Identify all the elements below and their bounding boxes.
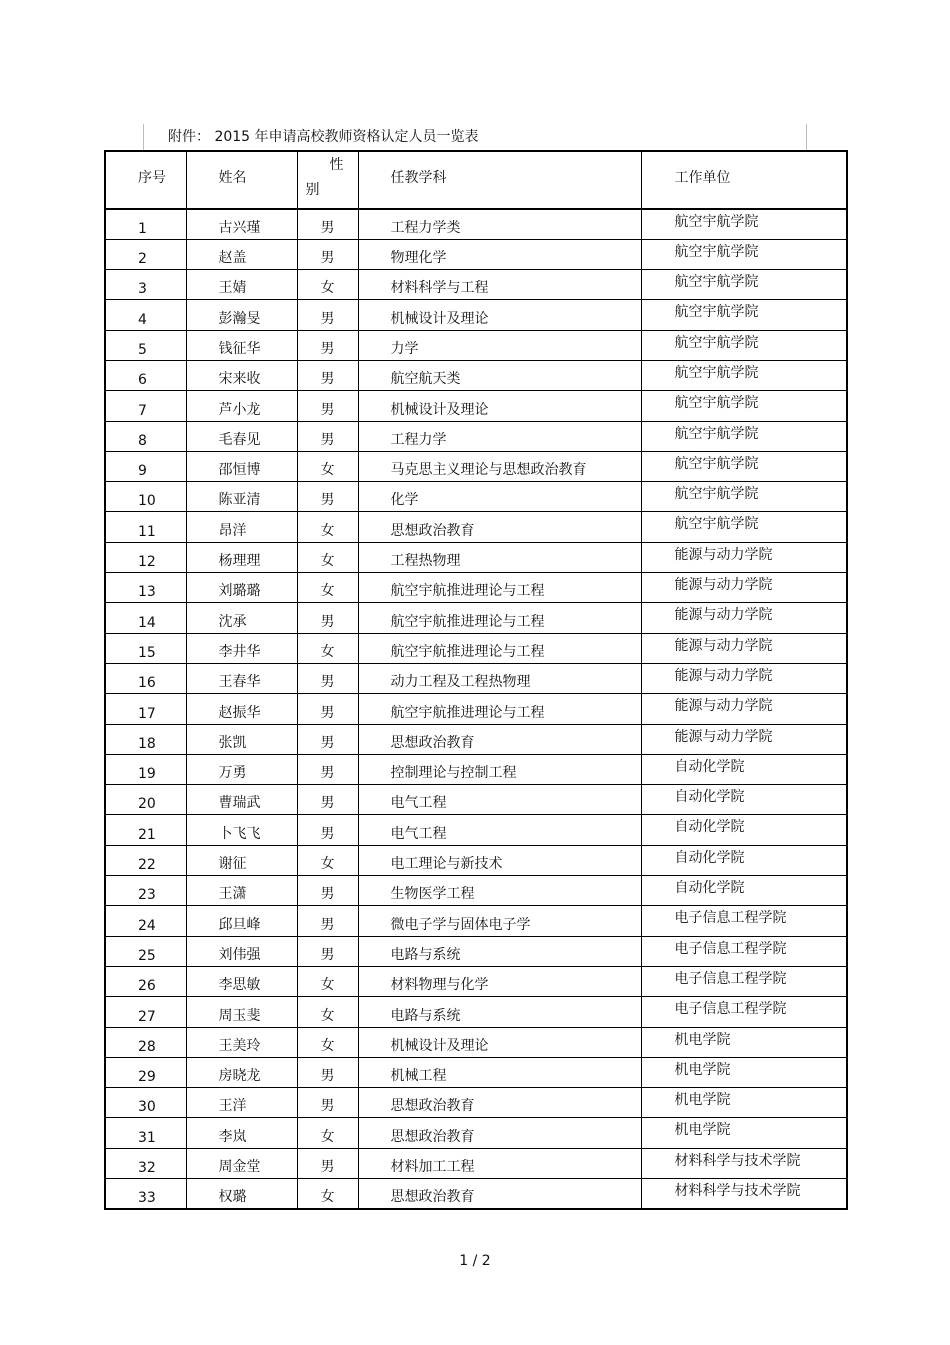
- cell-no: 30: [105, 1088, 186, 1118]
- cell-name: 周金堂: [186, 1148, 297, 1178]
- table-row: [105, 573, 847, 603]
- cell-unit: 能源与动力学院: [641, 694, 847, 724]
- cell-no: 31: [105, 1118, 186, 1148]
- cell-no: 6: [105, 360, 186, 390]
- cell-sex: 男: [297, 391, 358, 421]
- table-row: [105, 754, 847, 784]
- cell-name: 李井华: [186, 633, 297, 663]
- cell-name: 彭瀚旻: [186, 300, 297, 330]
- table-row: [105, 421, 847, 451]
- cell-subject: 马克思主义理论与思想政治教育: [358, 451, 641, 481]
- cell-sex: 男: [297, 906, 358, 936]
- cell-unit: 机电学院: [641, 1027, 847, 1057]
- cell-no: 21: [105, 815, 186, 845]
- cell-unit: 航空宇航学院: [641, 512, 847, 542]
- cell-sex: 男: [297, 815, 358, 845]
- cell-subject: 电气工程: [358, 815, 641, 845]
- header-sex-top: 性: [329, 157, 344, 173]
- cell-unit: 机电学院: [641, 1057, 847, 1087]
- cell-subject: 机械设计及理论: [358, 1027, 641, 1057]
- cell-unit: 材料科学与技术学院: [641, 1179, 847, 1209]
- cell-subject: 工程热物理: [358, 542, 641, 572]
- cell-name: 谢征: [186, 845, 297, 875]
- cell-no: 33: [105, 1179, 186, 1209]
- cell-subject: 动力工程及工程热物理: [358, 663, 641, 693]
- cell-subject: 航空宇航推进理论与工程: [358, 633, 641, 663]
- cell-unit: 能源与动力学院: [641, 724, 847, 754]
- cell-sex: 男: [297, 1057, 358, 1087]
- cell-name: 沈承: [186, 603, 297, 633]
- cell-sex: 女: [297, 997, 358, 1027]
- table-row: [105, 663, 847, 693]
- cell-subject: 力学: [358, 330, 641, 360]
- header-unit: 工作单位: [641, 151, 847, 209]
- cell-sex: 男: [297, 300, 358, 330]
- cell-sex: 女: [297, 542, 358, 572]
- cell-no: 17: [105, 694, 186, 724]
- cell-sex: 女: [297, 451, 358, 481]
- cell-no: 1: [105, 209, 186, 239]
- cell-name: 曹瑞武: [186, 785, 297, 815]
- cell-subject: 机械工程: [358, 1057, 641, 1087]
- personnel-table: [104, 150, 848, 1210]
- cell-unit: 自动化学院: [641, 815, 847, 845]
- cell-sex: 男: [297, 482, 358, 512]
- cell-no: 23: [105, 876, 186, 906]
- cell-unit: 航空宇航学院: [641, 360, 847, 390]
- cell-name: 王春华: [186, 663, 297, 693]
- cell-no: 12: [105, 542, 186, 572]
- cell-name: 宋来收: [186, 360, 297, 390]
- table-row: [105, 512, 847, 542]
- cell-unit: 自动化学院: [641, 754, 847, 784]
- cell-unit: 能源与动力学院: [641, 603, 847, 633]
- table-row: [105, 633, 847, 663]
- cell-sex: 女: [297, 1027, 358, 1057]
- cell-sex: 男: [297, 239, 358, 269]
- cell-sex: 女: [297, 270, 358, 300]
- cell-no: 25: [105, 936, 186, 966]
- cell-no: 4: [105, 300, 186, 330]
- cell-unit: 航空宇航学院: [641, 300, 847, 330]
- cell-subject: 微电子学与固体电子学: [358, 906, 641, 936]
- table-row: [105, 482, 847, 512]
- cell-name: 陈亚清: [186, 482, 297, 512]
- cell-subject: 工程力学: [358, 421, 641, 451]
- cell-no: 19: [105, 754, 186, 784]
- cell-sex: 女: [297, 966, 358, 996]
- cell-subject: 思想政治教育: [358, 1179, 641, 1209]
- cell-name: 王美玲: [186, 1027, 297, 1057]
- cell-no: 14: [105, 603, 186, 633]
- cell-subject: 材料科学与工程: [358, 270, 641, 300]
- table-row: [105, 239, 847, 269]
- cell-subject: 思想政治教育: [358, 1118, 641, 1148]
- cell-name: 王洋: [186, 1088, 297, 1118]
- cell-sex: 男: [297, 785, 358, 815]
- cell-no: 9: [105, 451, 186, 481]
- header-subject: 任教学科: [358, 151, 641, 209]
- cell-no: 28: [105, 1027, 186, 1057]
- cell-subject: 思想政治教育: [358, 512, 641, 542]
- cell-no: 2: [105, 239, 186, 269]
- cell-subject: 控制理论与控制工程: [358, 754, 641, 784]
- cell-subject: 机械设计及理论: [358, 300, 641, 330]
- cell-unit: 电子信息工程学院: [641, 906, 847, 936]
- cell-no: 27: [105, 997, 186, 1027]
- cell-unit: 航空宇航学院: [641, 421, 847, 451]
- cell-unit: 材料科学与技术学院: [641, 1148, 847, 1178]
- cell-name: 王潇: [186, 876, 297, 906]
- cell-name: 钱征华: [186, 330, 297, 360]
- cell-no: 16: [105, 663, 186, 693]
- cell-name: 古兴瑾: [186, 209, 297, 239]
- cell-subject: 思想政治教育: [358, 1088, 641, 1118]
- cell-sex: 女: [297, 573, 358, 603]
- cell-unit: 能源与动力学院: [641, 573, 847, 603]
- table-row: [105, 785, 847, 815]
- cell-unit: 能源与动力学院: [641, 542, 847, 572]
- cell-sex: 男: [297, 936, 358, 966]
- cell-unit: 航空宇航学院: [641, 330, 847, 360]
- cell-name: 邵恒博: [186, 451, 297, 481]
- cell-sex: 男: [297, 360, 358, 390]
- cell-name: 张凯: [186, 724, 297, 754]
- cell-name: 赵振华: [186, 694, 297, 724]
- cell-name: 刘伟强: [186, 936, 297, 966]
- cell-sex: 男: [297, 330, 358, 360]
- cell-subject: 材料加工工程: [358, 1148, 641, 1178]
- table-row: [105, 603, 847, 633]
- cell-subject: 材料物理与化学: [358, 966, 641, 996]
- cell-no: 5: [105, 330, 186, 360]
- cell-unit: 能源与动力学院: [641, 663, 847, 693]
- cell-unit: 航空宇航学院: [641, 209, 847, 239]
- table-row: [105, 1118, 847, 1148]
- cell-name: 卜飞飞: [186, 815, 297, 845]
- table-row: [105, 724, 847, 754]
- cell-name: 昂洋: [186, 512, 297, 542]
- cell-name: 李岚: [186, 1118, 297, 1148]
- cell-name: 权璐: [186, 1179, 297, 1209]
- header-no: 序号: [105, 151, 186, 209]
- cell-no: 20: [105, 785, 186, 815]
- cell-no: 10: [105, 482, 186, 512]
- cell-unit: 自动化学院: [641, 845, 847, 875]
- table-row: [105, 451, 847, 481]
- table-row: [105, 391, 847, 421]
- cell-sex: 女: [297, 1118, 358, 1148]
- cell-unit: 自动化学院: [641, 876, 847, 906]
- cell-sex: 男: [297, 603, 358, 633]
- table-header-row: [105, 151, 847, 209]
- cell-subject: 电路与系统: [358, 936, 641, 966]
- table-row: [105, 1057, 847, 1087]
- table-row: [105, 1179, 847, 1209]
- cell-subject: 航空宇航推进理论与工程: [358, 603, 641, 633]
- cell-no: 24: [105, 906, 186, 936]
- cell-no: 22: [105, 845, 186, 875]
- cell-no: 29: [105, 1057, 186, 1087]
- cell-unit: 电子信息工程学院: [641, 966, 847, 996]
- cell-sex: 男: [297, 754, 358, 784]
- cell-sex: 男: [297, 1088, 358, 1118]
- cell-sex: 男: [297, 663, 358, 693]
- table-row: [105, 1088, 847, 1118]
- cell-unit: 航空宇航学院: [641, 482, 847, 512]
- table-row: [105, 966, 847, 996]
- cell-unit: 自动化学院: [641, 785, 847, 815]
- cell-unit: 电子信息工程学院: [641, 997, 847, 1027]
- table-row: [105, 300, 847, 330]
- header-name: 姓名: [186, 151, 297, 209]
- cell-no: 7: [105, 391, 186, 421]
- cell-name: 芦小龙: [186, 391, 297, 421]
- cell-unit: 机电学院: [641, 1118, 847, 1148]
- table-row: [105, 845, 847, 875]
- table-row: [105, 1027, 847, 1057]
- cell-name: 周玉斐: [186, 997, 297, 1027]
- cell-sex: 男: [297, 694, 358, 724]
- cell-subject: 机械设计及理论: [358, 391, 641, 421]
- cell-no: 18: [105, 724, 186, 754]
- table-row: [105, 694, 847, 724]
- cell-name: 毛春见: [186, 421, 297, 451]
- cell-name: 万勇: [186, 754, 297, 784]
- cell-name: 邱旦峰: [186, 906, 297, 936]
- cell-sex: 男: [297, 209, 358, 239]
- table-row: [105, 270, 847, 300]
- cell-no: 11: [105, 512, 186, 542]
- cell-subject: 物理化学: [358, 239, 641, 269]
- document-caption: 附件： 2015 年申请高校教师资格认定人员一览表: [168, 129, 479, 145]
- table-row: [105, 542, 847, 572]
- cell-no: 26: [105, 966, 186, 996]
- cell-unit: 机电学院: [641, 1088, 847, 1118]
- cell-subject: 航空宇航推进理论与工程: [358, 573, 641, 603]
- cell-subject: 电路与系统: [358, 997, 641, 1027]
- cell-name: 杨理理: [186, 542, 297, 572]
- table-body: [105, 209, 847, 1209]
- cell-no: 32: [105, 1148, 186, 1178]
- cell-no: 13: [105, 573, 186, 603]
- cell-sex: 男: [297, 421, 358, 451]
- cell-name: 房晓龙: [186, 1057, 297, 1087]
- header-sex: [297, 151, 358, 209]
- cell-no: 3: [105, 270, 186, 300]
- cell-subject: 电气工程: [358, 785, 641, 815]
- cell-sex: 女: [297, 633, 358, 663]
- cell-unit: 航空宇航学院: [641, 270, 847, 300]
- cell-sex: 女: [297, 845, 358, 875]
- cell-name: 赵盖: [186, 239, 297, 269]
- table-row: [105, 1148, 847, 1178]
- header-sex-bottom: 别: [305, 182, 320, 198]
- cell-unit: 航空宇航学院: [641, 391, 847, 421]
- cell-sex: 男: [297, 876, 358, 906]
- cell-no: 15: [105, 633, 186, 663]
- cell-name: 王婧: [186, 270, 297, 300]
- table-row: [105, 330, 847, 360]
- cell-unit: 电子信息工程学院: [641, 936, 847, 966]
- page-number: 1 / 2: [459, 1253, 491, 1269]
- cell-subject: 电工理论与新技术: [358, 845, 641, 875]
- cell-no: 8: [105, 421, 186, 451]
- cell-subject: 思想政治教育: [358, 724, 641, 754]
- cell-sex: 男: [297, 1148, 358, 1178]
- cell-subject: 化学: [358, 482, 641, 512]
- cell-unit: 航空宇航学院: [641, 239, 847, 269]
- cell-sex: 女: [297, 1179, 358, 1209]
- cell-unit: 能源与动力学院: [641, 633, 847, 663]
- table-row: [105, 906, 847, 936]
- cell-subject: 工程力学类: [358, 209, 641, 239]
- cell-subject: 生物医学工程: [358, 876, 641, 906]
- table-row: [105, 360, 847, 390]
- cell-name: 李思敏: [186, 966, 297, 996]
- table-row: [105, 815, 847, 845]
- table-row: [105, 997, 847, 1027]
- table-row: [105, 936, 847, 966]
- table-row: [105, 209, 847, 239]
- cell-sex: 女: [297, 512, 358, 542]
- table-row: [105, 876, 847, 906]
- cell-subject: 航空航天类: [358, 360, 641, 390]
- cell-subject: 航空宇航推进理论与工程: [358, 694, 641, 724]
- cell-name: 刘璐璐: [186, 573, 297, 603]
- cell-sex: 男: [297, 724, 358, 754]
- cell-unit: 航空宇航学院: [641, 451, 847, 481]
